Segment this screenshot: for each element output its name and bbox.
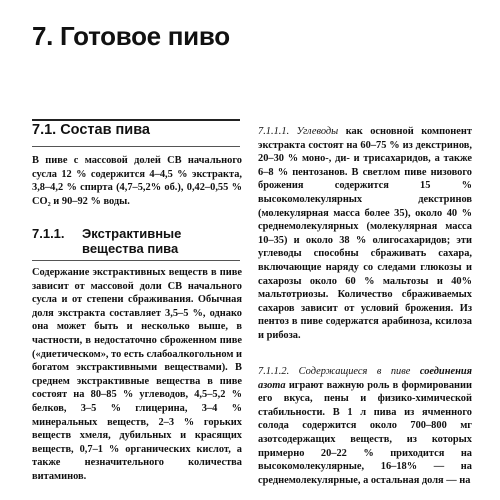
section-top-rule — [32, 119, 240, 121]
nitrogen-text: играют важную роль в формировании его вкуса, пены и физико-химической стабильности. В 1 л пива из ячменного солода содержится около 700–800 мг азотсодержащих веществ, из которых примерно 20–22 % приходится на высокомолекулярные, 16–18% — на среднемолекулярные, а остальная доля — на — [258, 379, 473, 486]
chapter-title: 7. Готовое пиво — [32, 21, 230, 51]
subsection-number: 7.1.1. — [32, 226, 65, 241]
section-bottom-rule — [32, 146, 240, 147]
extract-paragraph — [32, 266, 242, 484]
carbohydrates-paragraph — [258, 125, 472, 343]
carbs-lead-term: Углеводы — [296, 126, 339, 137]
nitrogen-paragraph — [258, 365, 472, 487]
subsection-heading — [32, 226, 242, 256]
extract-text: Содержание экстрактивных веществ в пиве зависит от массовой доли СВ начального сусла и от степени сбраживания. Обычная доля экстракта составляет 3,5–5 %, однако она может быть и несколько выше, в частности, в недостаточно сброженном пиве («диетическом», то есть слабоалкогольном и богатом экстрактивными веществами). В среднем экстрактивные вещества в пиве состоят на 80–85 % углеводов, 4,5–5,2 % белков, 3–5 % глицерина, 3–4 % минеральных веществ, 2–3 % горьких веществ хмеля, дубильных и красящих веществ, 0,7–1 % органических кислот, а также незначительного количества витаминов. — [32, 267, 242, 482]
subsection-rule — [32, 260, 240, 261]
intro-paragraph — [32, 154, 242, 208]
carbs-lead-number: 7.1.1.1. — [258, 126, 290, 137]
intro-text: В пиве с массовой долей СВ начального сусла 12 % содержится 4–4,5 % экстракта, 3,8–4,2 % спирта (4,7–5,2% об.), 0,42–0,55 % CO₂ и 90–92 % воды. — [32, 155, 242, 207]
section-title: 7.1. Состав пива — [32, 122, 150, 138]
nitrogen-lead-term: соединения азота — [258, 366, 472, 391]
nitrogen-lead-number: 7.1.1.2. — [258, 366, 290, 377]
subsection-title: Экстрактивные вещества пива — [82, 226, 182, 256]
nitrogen-lead-text: Содержащиеся в пиве — [298, 366, 411, 377]
carbs-text: как основной компонент экстракта состоят на 60–75 % из декстринов, 20–30 % моно-, ди- и трисахаридов, а также 6–8 % пентозанов. В светлом пиве низового брожения содержится 15 % высокомолекулярных декстринов (молекулярная масса более 35), около 40 % среднемолекулярных (молекулярная масса 10–35) и около 38 % олигосахаридов; эти углеводы способны сбраживать сахара, включающие наряду со следами глюкозы и сахарозы около 60 % мальтозы и 40% мальтотриозы. Количество сбраживаемых сахаров зависит от условий брожения. Из пентоз в пиве содержатся арабиноза, ксилоза и рибоза. — [258, 126, 472, 341]
